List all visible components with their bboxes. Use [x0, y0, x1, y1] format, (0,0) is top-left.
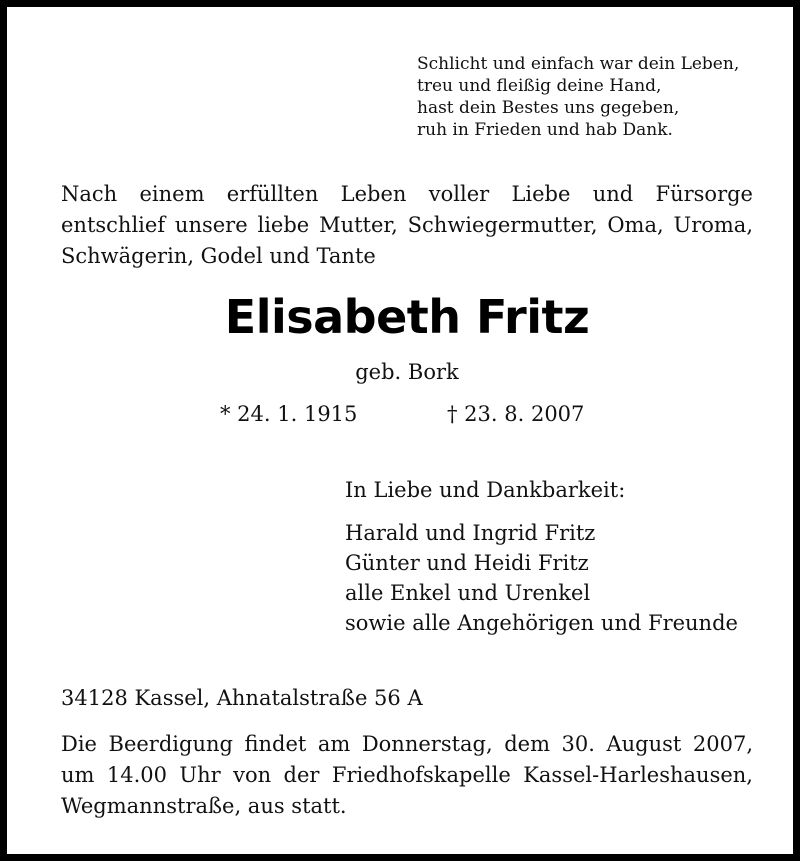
poem-line: Schlicht und einfach war dein Leben, [417, 54, 740, 74]
mourner-line: sowie alle Angehörigen und Freunde [345, 611, 738, 635]
intro-line: Nach einem erfüllten Leben voller Liebe und Fürsorge [61, 182, 753, 206]
deceased-name: Elisabeth Fritz [224, 290, 590, 344]
mourner-line: Harald und Ingrid Fritz [345, 521, 596, 545]
funeral-line: um 14.00 Uhr von der Friedhofskapelle Kassel-Harleshausen, [61, 763, 753, 787]
mourner-line: Günter und Heidi Fritz [345, 551, 589, 575]
intro-paragraph [61, 179, 753, 272]
family-address: 34128 Kassel, Ahnatalstraße 56 A [61, 686, 423, 710]
funeral-line: Die Beerdigung findet am Donnerstag, dem 30. August 2007, [61, 732, 753, 756]
poem-line: treu und fleißig deine Hand, [417, 76, 662, 96]
birth-date: * 24. 1. 1915 [220, 402, 358, 426]
intro-line: Schwägerin, Godel und Tante [61, 244, 376, 268]
memorial-poem [417, 53, 739, 141]
funeral-details [61, 729, 753, 822]
funeral-line: Wegmannstraße, aus statt. [61, 794, 347, 818]
maiden-name: geb. Bork [355, 360, 459, 384]
mourners-list [345, 518, 738, 638]
death-date: † 23. 8. 2007 [447, 402, 585, 426]
intro-line: entschlief unsere liebe Mutter, Schwiegermutter, Oma, Uroma, [61, 213, 753, 237]
poem-line: ruh in Frieden und hab Dank. [417, 120, 673, 140]
mourner-line: alle Enkel und Urenkel [345, 581, 591, 605]
poem-line: hast dein Bestes uns gegeben, [417, 98, 680, 118]
mourners-heading: In Liebe und Dankbarkeit: [345, 478, 626, 502]
